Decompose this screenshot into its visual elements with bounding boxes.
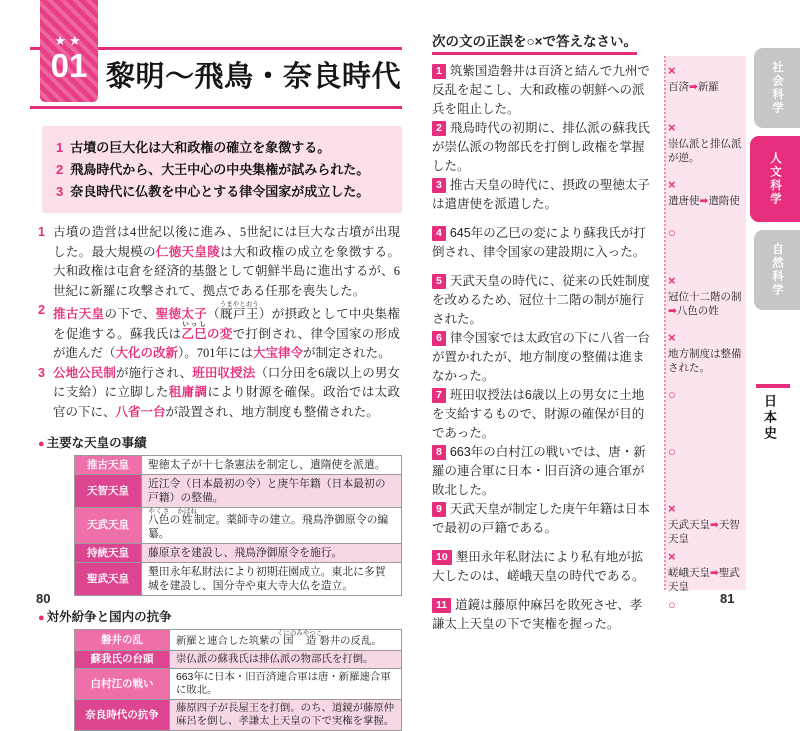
answer-note: 嵯峨天皇➡聖武天皇	[668, 567, 740, 593]
table-row-label: 白村江の戦い	[75, 669, 170, 700]
difficulty-stars: ★★	[54, 33, 84, 48]
quiz-item	[432, 548, 744, 596]
table-row-content: 八色やくさの姓かばね制定。薬師寺の建立。飛鳥浄御原令の編纂。	[142, 508, 402, 544]
paragraph-text: 古墳の造営は4世紀以後に進み、5世紀には巨大な古墳が出現した。最大規模の仁徳天皇陵は大和政権の成立を象徴する。大和政権は屯倉を経済的基盤として朝鮮半島に進出するが、6世紀に新羅に攻撃されて、拠点である任那を喪失した。	[53, 225, 400, 298]
table-row-label: 磐井の乱	[75, 630, 170, 651]
table-heading	[38, 433, 404, 451]
quiz-item	[432, 386, 744, 443]
answer	[656, 224, 744, 272]
subject-label: 日本史	[762, 394, 777, 442]
answer	[656, 272, 744, 329]
answer	[656, 500, 744, 548]
table-row-label: 聖武天皇	[75, 563, 142, 596]
question-number-badge: 6	[432, 331, 446, 346]
table-row	[75, 630, 402, 651]
header-rule-bottom	[30, 106, 402, 109]
paragraph-text: 公地公民制が施行され、班田収授法（口分田を6歳以上の男女に支給）に立脚した租庸調により財源を確保。政治では太政官の下に、八省一台が設置され、地方制度も整備された。	[53, 365, 400, 419]
summary-point-number: 3	[56, 184, 64, 199]
table-row-content: 崇仏派の蘇我氏は排仏派の物部氏を打倒。	[170, 651, 402, 669]
side-tab-社会科学: 社会科学	[754, 48, 800, 128]
question-text: 筑紫国造磐井は百済と結んで九州で反乱を起こし、大和政権の朝鮮への派兵を阻止した。	[432, 64, 650, 116]
table-row-content: 藤原四子が長屋王を打倒。のち、道鏡が藤原仲麻呂を倒し、孝謙太上天皇の下で実権を掌握。	[170, 700, 402, 731]
answer-mark: ○	[668, 387, 676, 402]
question	[432, 62, 656, 119]
question	[432, 386, 656, 443]
arrow-icon: ➡	[689, 81, 698, 93]
table-row-label: 天武天皇	[75, 508, 142, 544]
question-text: 飛鳥時代の初期に、排仏派の蘇我氏が崇仏派の物部氏を打倒し政権を掌握した。	[432, 121, 650, 173]
question-text: 天武天皇の時代に、従来の氏姓制度を改めるため、冠位十二階の制が施行された。	[432, 274, 650, 326]
table-row	[75, 669, 402, 700]
answer-note: 百済➡新羅	[668, 81, 719, 93]
question-text: 道鏡は藤原仲麻呂を敗死させ、孝謙太上天皇の下で実権を握った。	[432, 598, 643, 631]
question-number-badge: 9	[432, 502, 446, 517]
table-row	[75, 456, 402, 475]
table-row-label: 持統天皇	[75, 544, 142, 563]
answer-note: 崇仏派と排仏派が逆。	[668, 138, 742, 164]
paragraph-number: 3	[38, 365, 45, 380]
body-paragraph	[38, 301, 400, 364]
question-number-badge: 8	[432, 445, 446, 460]
question-number-badge: 1	[432, 64, 446, 79]
question-number-badge: 2	[432, 121, 446, 136]
question	[432, 176, 656, 224]
body-paragraph	[38, 223, 400, 301]
question-number-badge: 4	[432, 226, 446, 241]
data-table	[74, 455, 402, 596]
paragraph-number: 1	[38, 225, 45, 239]
data-table	[74, 629, 402, 731]
table-row	[75, 651, 402, 669]
answer-mark: ×	[668, 549, 676, 564]
answer	[656, 62, 744, 119]
table-row	[75, 563, 402, 596]
question-number-badge: 5	[432, 274, 446, 289]
question-text: 推古天皇の時代に、摂政の聖徳太子は遣唐使を派遣した。	[432, 178, 650, 211]
body-text	[38, 223, 400, 422]
table-row-label: 推古天皇	[75, 456, 142, 475]
answer-note: 天武天皇➡天智天皇	[668, 519, 740, 545]
table-row-content: 墾田永年私財法により初期荘園成立。東北に多賀城を建設し、国分寺や東大寺大仏を造立。	[142, 563, 402, 596]
question-text: 律令国家では太政官の下に八省一台が置かれたが、地方制度の整備は進まなかった。	[432, 331, 650, 383]
bullet-icon: ●	[38, 612, 45, 624]
page-number-right: 81	[720, 591, 735, 606]
table-row	[75, 544, 402, 563]
table-heading	[38, 607, 404, 625]
question	[432, 119, 656, 176]
paragraph-number: 2	[38, 303, 45, 317]
answer	[656, 119, 744, 176]
question-number-badge: 3	[432, 178, 446, 193]
tables-area	[30, 433, 404, 731]
answer-mark: ×	[668, 120, 676, 135]
table-row-label: 天智天皇	[75, 475, 142, 508]
question-text: 645年の乙巳の変により蘇我氏が打倒され、律令国家の建設期に入った。	[432, 226, 646, 259]
summary-point-number: 2	[56, 162, 64, 177]
summary-point	[56, 159, 388, 181]
answer	[656, 329, 744, 386]
table-heading-text: 対外紛争と国内の抗争	[46, 610, 172, 624]
question	[432, 443, 656, 500]
quiz-instruction: 次の文の正誤を○×で答えなさい。	[432, 30, 637, 55]
question	[432, 500, 656, 548]
table-row	[75, 508, 402, 544]
quiz-item	[432, 443, 744, 500]
question-text: 班田収授法は6歳以上の男女に土地を支給するもので、財源の確保が目的であった。	[432, 388, 645, 440]
question-number-badge: 11	[432, 598, 451, 613]
arrow-icon: ➡	[710, 567, 719, 579]
arrow-icon: ➡	[710, 519, 719, 531]
page-title: 黎明～飛鳥・奈良時代	[106, 61, 402, 93]
subject-accent-bar	[756, 384, 790, 388]
arrow-icon: ➡	[668, 305, 677, 317]
answer-note: 地方制度は整備された。	[668, 348, 742, 374]
table-row-label: 奈良時代の抗争	[75, 700, 170, 731]
answer	[656, 386, 744, 443]
unit-number: 01	[50, 47, 88, 84]
bullet-icon: ●	[38, 438, 45, 450]
quiz-item	[432, 329, 744, 386]
question-number-badge: 10	[432, 550, 452, 565]
answer	[656, 176, 744, 224]
arrow-icon: ➡	[699, 195, 709, 207]
paragraph-text: 推古天皇の下で、聖徳太子（厩戸王うまやとおう）が摂政として中央集権を促進する。蘇我氏は乙巳いっしの変で打倒され、律令国家の形成が進んだ（大化の改新）。701年には大宝律令が制定された。	[53, 301, 400, 360]
table-section	[30, 433, 404, 596]
side-tab-人文科学: 人文科学	[750, 136, 800, 222]
answer	[656, 443, 744, 500]
answer-mark: ×	[668, 330, 676, 345]
left-page	[30, 0, 404, 731]
summary-point-text: 飛鳥時代から、大王中心の中央集権が試みられた。	[70, 162, 370, 177]
question	[432, 224, 656, 272]
quiz-list	[432, 62, 744, 644]
answer-mark: ×	[668, 501, 676, 516]
table-row-content: 近江令（日本最初の令）と庚午年籍（日本最初の戸籍）の整備。	[142, 475, 402, 508]
question	[432, 329, 656, 386]
answer-note: 冠位十二階の制➡八色の姓	[668, 291, 742, 317]
quiz-item	[432, 119, 744, 176]
answer-mark: ○	[668, 597, 676, 612]
table-row	[75, 475, 402, 508]
table-section	[30, 607, 404, 731]
answer	[656, 548, 744, 596]
answer-mark: ×	[668, 63, 676, 78]
table-row-content: 663年に日本・旧百済連合軍は唐・新羅連合軍に敗北。	[170, 669, 402, 700]
quiz-item	[432, 272, 744, 329]
right-page	[432, 30, 744, 644]
question	[432, 548, 656, 596]
table-row	[75, 700, 402, 731]
table-row-content: 新羅と連合した筑紫の国造くにのみやつこ磐井の反乱。	[170, 630, 402, 651]
side-tab-自然科学: 自然科学	[754, 230, 800, 310]
question-text: 天武天皇が制定した庚午年籍は日本で最初の戸籍である。	[432, 502, 650, 535]
answer-mark: ○	[668, 225, 676, 240]
summary-box	[42, 126, 402, 213]
answer-note: 遣唐使➡遣隋使	[668, 195, 740, 207]
summary-point	[56, 137, 388, 159]
unit-number-box	[40, 0, 98, 102]
quiz-item	[432, 224, 744, 272]
quiz-item	[432, 62, 744, 119]
answer-mark: ○	[668, 444, 676, 459]
table-heading-text: 主要な天皇の事績	[46, 436, 147, 450]
summary-point	[56, 181, 388, 203]
summary-point-text: 古墳の巨大化は大和政権の確立を象徴する。	[70, 140, 331, 155]
summary-point-text: 奈良時代に仏教を中心とする律令国家が成立した。	[70, 184, 370, 199]
lesson-header	[30, 0, 404, 124]
page-number-left: 80	[36, 591, 51, 606]
question	[432, 272, 656, 329]
quiz-item	[432, 500, 744, 548]
question-text: 墾田永年私財法により私有地が拡大したのは、嵯峨天皇の時代である。	[432, 550, 645, 583]
answer-mark: ×	[668, 177, 676, 192]
table-row-label: 蘇我氏の台頭	[75, 651, 170, 669]
answer-mark: ×	[668, 273, 676, 288]
question-text: 663年の白村江の戦いでは、唐・新羅の連合軍に日本・旧百済の連合軍が敗北した。	[432, 445, 646, 497]
table-row-content: 聖徳太子が十七条憲法を制定し、遣隋使を派遣。	[142, 456, 402, 475]
quiz-item	[432, 176, 744, 224]
body-paragraph	[38, 364, 400, 423]
table-row-content: 藤原京を建設し、飛鳥浄御原令を施行。	[142, 544, 402, 563]
summary-point-number: 1	[56, 140, 64, 155]
question-number-badge: 7	[432, 388, 446, 403]
